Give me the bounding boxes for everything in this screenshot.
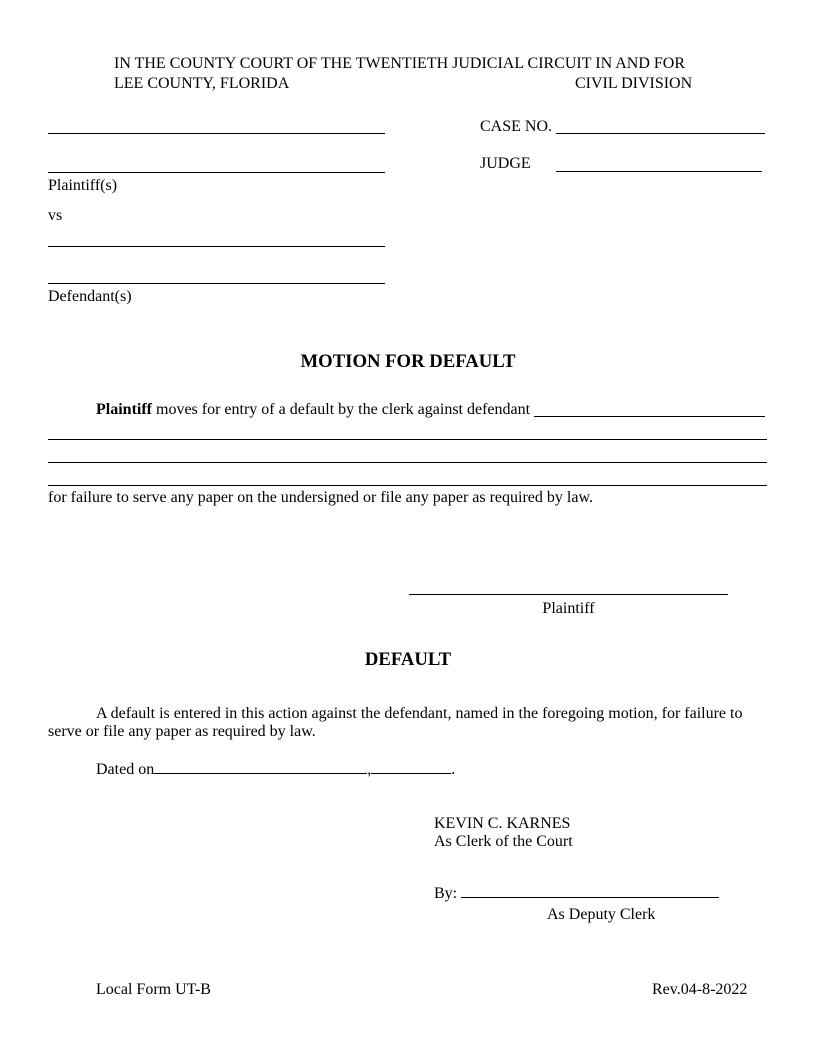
court-location: LEE COUNTY, FLORIDA	[114, 75, 290, 92]
dated-line	[96, 760, 455, 779]
plaintiff-name-field-line-2[interactable]	[48, 172, 385, 173]
motion-opening-text: moves for entry of a default by the clerk against defendant	[156, 401, 531, 418]
judge-field[interactable]	[556, 171, 762, 172]
plaintiff-caption-label: Plaintiff(s)	[48, 177, 118, 194]
clerk-name: KEVIN C. KARNES	[434, 815, 571, 832]
motion-title: MOTION FOR DEFAULT	[300, 351, 516, 372]
defendant-caption-label: Defendant(s)	[48, 288, 132, 305]
defendant-name-field-line-2[interactable]	[48, 283, 385, 284]
default-body-line-2: serve or file any paper as required by law.	[48, 723, 316, 740]
plaintiff-signature-caption: Plaintiff	[542, 600, 595, 617]
division-label: CIVIL DIVISION	[575, 75, 693, 92]
motion-opening-bold-word: Plaintiff	[96, 401, 152, 418]
dated-separator: ,	[367, 761, 372, 778]
dated-terminator: .	[451, 761, 456, 778]
plaintiff-signature-field[interactable]	[409, 594, 728, 595]
footer-form-number: Local Form UT-B	[96, 981, 211, 998]
case-no-field[interactable]	[556, 133, 765, 134]
deputy-clerk-caption: As Deputy Clerk	[547, 906, 656, 923]
motion-opening-sentence	[96, 400, 530, 419]
dated-label: Dated on	[96, 761, 155, 778]
defendant-details-field-line-2[interactable]	[48, 462, 767, 463]
deputy-clerk-signature-field[interactable]	[461, 884, 719, 898]
default-body-line-1: A default is entered in this action against the defendant, named in the foregoing motion, for failure to	[96, 705, 743, 722]
defendant-details-field-line-3[interactable]	[48, 485, 767, 486]
footer-revision: Rev.04-8-2022	[652, 981, 748, 998]
plaintiff-name-field-line-1[interactable]	[48, 133, 385, 134]
vs-label: vs	[48, 207, 63, 224]
case-no-label: CASE NO.	[480, 118, 553, 135]
motion-closing-text: for failure to serve any paper on the undersigned or file any paper as required by law.	[48, 489, 593, 506]
judge-label: JUDGE	[480, 155, 531, 172]
by-label: By:	[434, 885, 458, 902]
by-line	[434, 884, 719, 903]
default-title: DEFAULT	[364, 649, 452, 670]
defendant-name-field-line-1[interactable]	[48, 246, 385, 247]
defendant-details-field-line-1[interactable]	[48, 439, 767, 440]
court-header-line1: IN THE COUNTY COURT OF THE TWENTIETH JUDICIAL CIRCUIT IN AND FOR	[114, 55, 686, 72]
clerk-title: As Clerk of the Court	[434, 833, 573, 850]
defendant-name-inline-field[interactable]	[534, 416, 765, 417]
date-day-field[interactable]	[154, 760, 367, 774]
date-year-field[interactable]	[371, 760, 451, 774]
